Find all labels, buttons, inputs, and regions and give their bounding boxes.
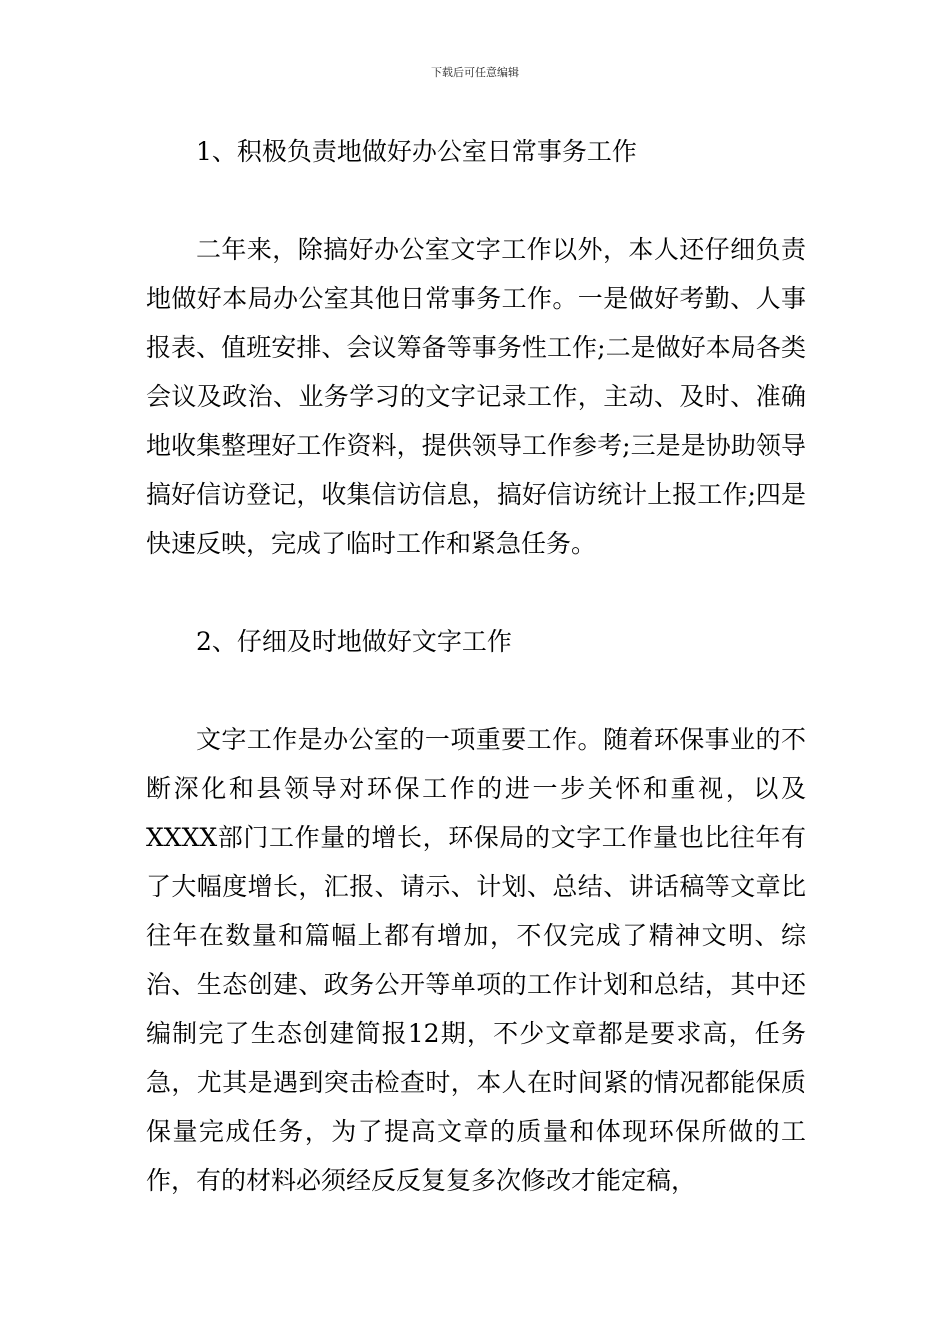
document-body	[146, 127, 806, 1205]
section-paragraph-1: 二年来，除搞好办公室文字工作以外，本人还仔细负责地做好本局办公室其他日常事务工作。一是做好考勤、人事报表、值班安排、会议筹备等事务性工作;二是做好本局各类会议及政治、业务学习的文字记录工作，主动、及时、准确地收集整理好工作资料，提供领导工作参考;三是是协助领导搞好信访登记，收集信访信息，搞好信访统计上报工作;四是快速反映，完成了临时工作和紧急任务。	[146, 235, 806, 558]
section-paragraph-2: 文字工作是办公室的一项重要工作。随着环保事业的不断深化和县领导对环保工作的进一步关怀和重视，以及XXXX部门工作量的增长，环保局的文字工作量也比往年有了大幅度增长，汇报、请示、计划、总结、讲话稿等文章比往年在数量和篇幅上都有增加，不仅完成了精神文明、综治、生态创建、政务公开等单项的工作计划和总结，其中还编制完了生态创建简报12期，不少文章都是要求高，任务急，尤其是遇到突击检查时，本人在时间紧的情况都能保质保量完成任务，为了提高文章的质量和体现环保所做的工作，有的材料必须经反反复复多次修改才能定稿，	[146, 725, 806, 1195]
page-header-note: 下载后可任意编辑	[431, 66, 519, 79]
section-heading-2: 2、仔细及时地做好文字工作	[196, 627, 512, 656]
spacer	[146, 568, 806, 617]
section-heading-1: 1、积极负责地做好办公室日常事务工作	[196, 137, 637, 166]
spacer	[146, 176, 806, 225]
spacer	[146, 666, 806, 715]
